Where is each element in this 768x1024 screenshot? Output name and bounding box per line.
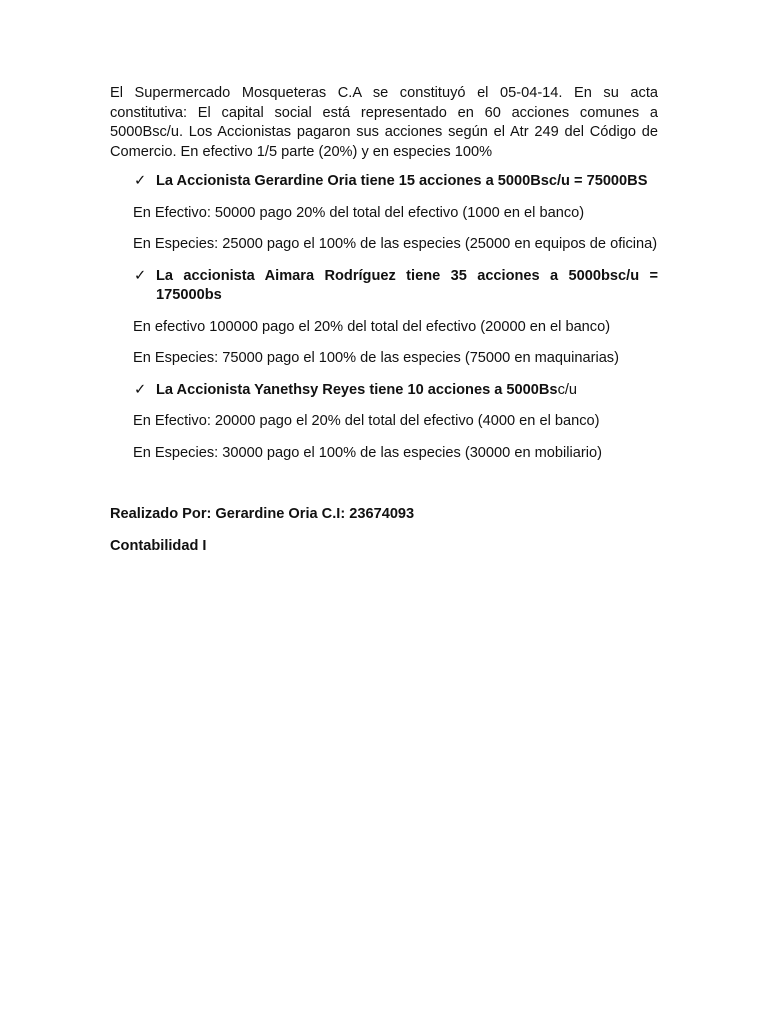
shareholder-1-kind: En Especies: 25000 pago el 100% de las especies (25000 en equipos de oficina) [133,236,658,252]
checkmark-icon: ✓ [134,267,147,284]
shareholder-3-cash: En Efectivo: 20000 pago el 20% del total del efectivo (4000 en el banco) [133,413,600,429]
shareholder-1-heading [110,172,658,192]
author-line: Realizado Por: Gerardine Oria C.I: 23674093 [110,506,415,522]
shareholder-1-title: La Accionista Gerardine Oria tiene 15 acciones a 5000Bsc/u = 75000BS [156,173,648,189]
intro-paragraph: El Supermercado Mosqueteras C.A se constituyó el 05-04-14. En su acta constitutiva: El capital social está representado en 60 acciones comunes a 5000Bsc/u. Los Accionistas pagaron sus acciones según el Atr 249 del Código de Comercio. En efectivo 1/5 parte (20%) y en especies 100% [110,85,658,160]
shareholder-2-heading [110,267,658,306]
document-body [110,84,658,568]
course-line: Contabilidad I [110,537,207,554]
shareholder-1-cash: En Efectivo: 50000 pago 20% del total del efectivo (1000 en el banco) [133,204,585,221]
shareholder-3-heading [110,381,658,401]
shareholder-2-cash: En efectivo 100000 pago el 20% del total del efectivo (20000 en el banco) [133,318,611,335]
shareholder-2-kind: En Especies: 75000 pago el 100% de las especies (75000 en maquinarias) [133,350,619,366]
shareholder-3-title-bold: La Accionista Yanethsy Reyes tiene 10 acciones a 5000Bs [156,381,558,398]
shareholder-3-kind: En Especies: 30000 pago el 100% de las especies (30000 en mobiliario) [133,444,602,461]
checkmark-icon: ✓ [134,381,147,398]
shareholder-3-title-rest: c/u [557,381,578,398]
checkmark-icon: ✓ [134,173,147,189]
shareholder-2-title: La accionista Aimara Rodríguez tiene 35 acciones a 5000bsc/u = 175000bs [156,267,658,303]
spacer [110,475,658,505]
